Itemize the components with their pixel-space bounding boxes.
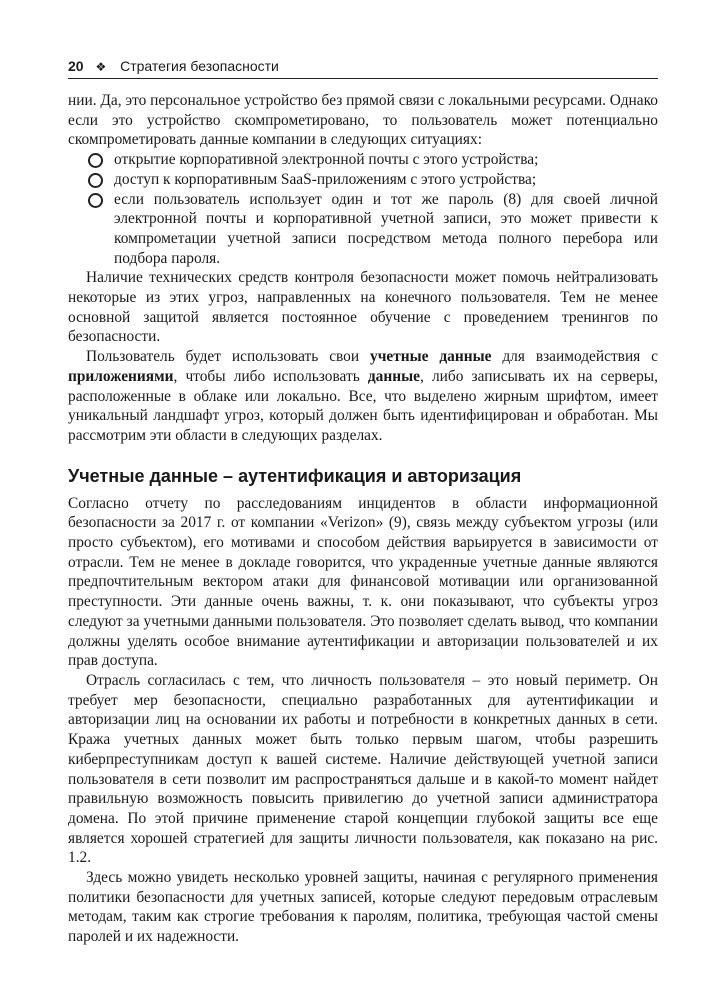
list-item-text: если пользователь использует один и тот же пароль (8) для своей личной электронной почты и корпоративной учетной записи, это может привести к компрометации учетной записи посредством метода полного перебора или подбора пароля.	[114, 190, 658, 267]
circle-bullet-icon	[88, 193, 103, 208]
list-item-text: открытие корпоративной электронной почты с этого устройства;	[114, 151, 539, 169]
bullet-list	[68, 150, 658, 268]
paragraph: Согласно отчету по расследованиям инцидентов в области информационной безопасности за 2017 г. от компании «Verizon» (9), связь между субъектом угрозы (или просто субъектом), его мотивами и способом действия варьируется в зависимости от отрасли. Тем не менее в докладе говорится, что украденные учетные данные являются предпочтительным вектором атаки для финансовой мотивации или организованной преступности. Эти данные очень важны, т. к. они показывают, что субъекты угроз следуют за учетными данными пользователя. Это позволяет сделать вывод, что компании должны уделять особое внимание аутентификации и авторизации пользователей и их прав доступа.	[68, 494, 658, 670]
text-run: для взаимодействия с	[491, 348, 658, 366]
bold-term: данные	[367, 367, 420, 385]
list-item	[68, 150, 658, 170]
text-run: , чтобы либо использовать	[173, 367, 368, 385]
circle-bullet-icon	[88, 153, 103, 168]
running-header	[68, 56, 658, 79]
list-item-text: доступ к корпоративным SaaS-приложениям с этого устройства;	[114, 170, 537, 188]
paragraph	[68, 347, 658, 446]
bold-term: приложениями	[68, 367, 174, 385]
paragraph: Здесь можно увидеть несколько уровней защиты, начиная с регулярного применения политики безопасности для учетных записей, которые следуют передовым отраслевым методам, таким как строгие требования к паролям, политика, требующая частой смены паролей и их надежности.	[68, 869, 658, 946]
paragraph: Наличие технических средств контроля безопасности может помочь нейтрализовать некоторые из этих угроз, направленных на конечного пользователя. Тем не менее основной защитой является постоянное обучение с проведением тренингов по безопасности.	[68, 269, 658, 346]
text-run: , либо записывать их на серверы, расположенные в облаке или локально. Все, что выделено жирным шрифтом, имеет уникальный ландшафт угроз, который должен быть идентифицирован и обработан. Мы рассмотрим эти области в следующих разделах.	[68, 367, 658, 444]
text-run: Пользователь будет использовать свои	[86, 348, 371, 366]
paragraph: Отрасль согласилась с тем, что личность пользователя – это новый периметр. Он требует мер безопасности, специально разработанных для аутентификации и авторизации лиц на основании их работы и потребности в конкретных данных в сети. Кража учетных данных может быть только первым шагом, чтобы разрешить киберпреступникам доступ к вашей системе. Наличие действующей учетной записи пользователя в сети позволит им распространяться дальше и в какой-то момент найдет правильную возможность повысить привилегию до учетной записи администратора домена. По этой причине применение старой концепции глубокой защиты все еще является хорошей стратегией для защиты личности пользователя, как показано на рис. 1.2.	[68, 671, 658, 867]
bold-term: учетные данные	[370, 348, 492, 366]
paragraph-continuation: нии. Да, это персональное устройство без прямой связи с локальными ресурсами. Однако если это устройство скомпрометировано, то пользователь может потенциально скомпрометировать данные компании в следующих ситуациях:	[68, 92, 658, 149]
page-body	[68, 91, 658, 947]
page-number: 20	[68, 58, 84, 74]
section-heading: Учетные данные – аутентификация и авторизация	[68, 465, 522, 486]
circle-bullet-icon	[88, 173, 103, 188]
list-item	[68, 190, 658, 269]
chapter-title: Стратегия безопасности	[120, 58, 279, 74]
ornament-separator: ❖	[95, 60, 107, 74]
list-item	[68, 170, 658, 190]
